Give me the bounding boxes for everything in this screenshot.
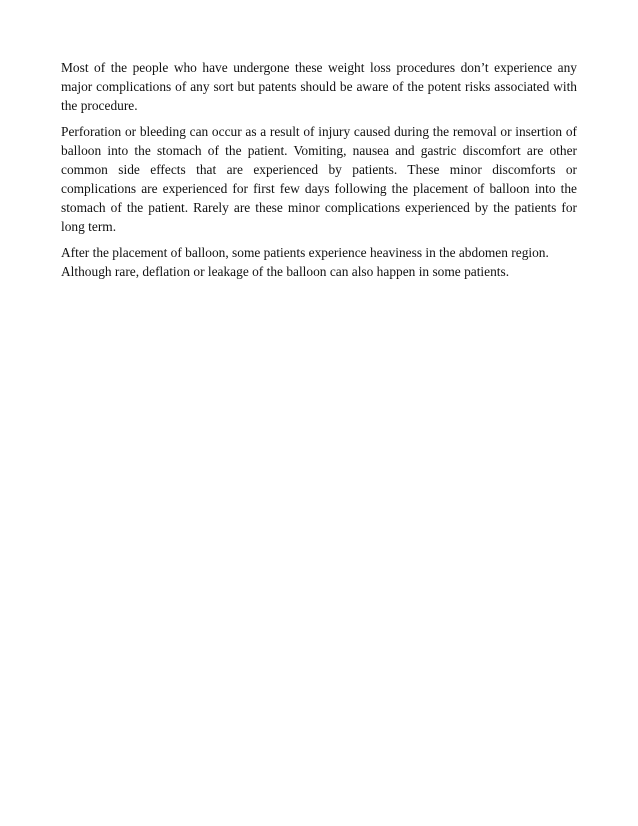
paragraph-heaviness: After the placement of balloon, some patients experience heaviness in the abdomen region. Although rare, deflation or leakage of the balloon can also happen in some patients. bbox=[61, 245, 549, 279]
paragraph-side-effects: Perforation or bleeding can occur as a result of injury caused during the removal or insertion of balloon into the stomach of the patient. Vomiting, nausea and gastric discomfort are other common side effects that are experienced by patients. These minor discomforts or complications are experienced for first few days following the placement of balloon into the stomach of the patient. Rarely are these minor complications experienced by the patients for long term. bbox=[61, 124, 577, 234]
paragraph-risks-intro: Most of the people who have undergone these weight loss procedures don’t experience any major complications of any sort but patents should be aware of the potent risks associated with the procedure. bbox=[61, 60, 577, 113]
document-body bbox=[61, 58, 577, 288]
